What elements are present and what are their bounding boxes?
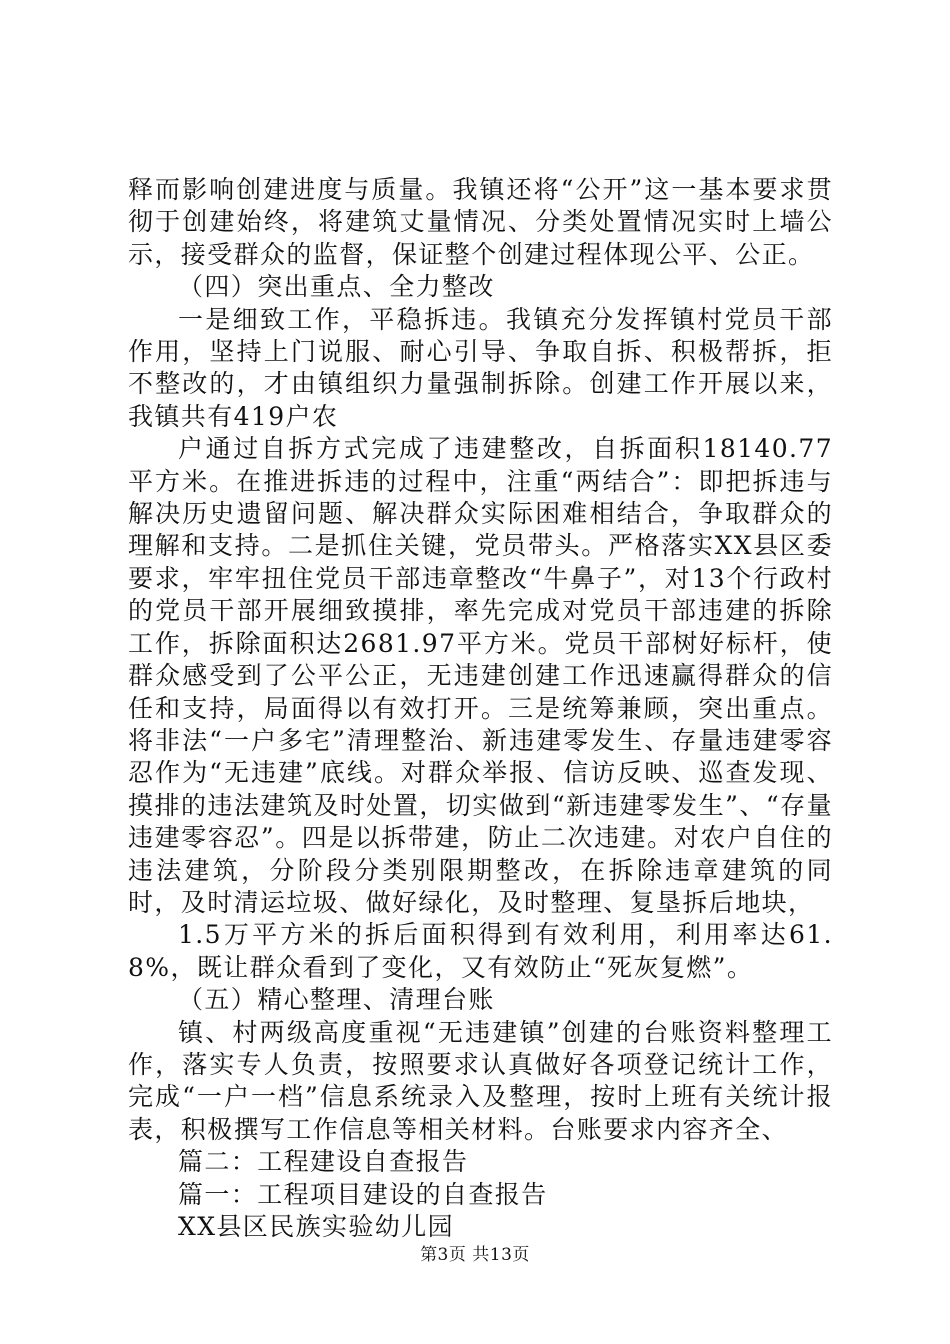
paragraph-publicity: 释而影响创建进度与质量。我镇还将“公开”这一基本要求贯彻于创建始终，将建筑丈量情况、分类处置情况实时上墙公示，接受群众的监督，保证整个创建过程体现公平、公正。: [128, 175, 833, 269]
article-title-2: 篇二：工程建设自查报告: [178, 1147, 469, 1177]
page-number-footer: 第3页 共13页: [420, 1245, 530, 1265]
paragraph-utilization: 1.5万平方米的拆后面积得到有效利用，利用率达61.8%，既让群众看到了变化，又有效防止“死灰复燃”。: [128, 920, 833, 982]
section-heading-5: （五）精心整理、清理台账: [178, 985, 495, 1015]
organization-name: XX县区民族实验幼儿园: [178, 1212, 454, 1241]
section-heading-4: （四）突出重点、全力整改: [178, 272, 495, 302]
document-body: [128, 174, 833, 1243]
paragraph-demolition-details: 户通过自拆方式完成了违建整改，自拆面积18140.77平方米。在推进拆违的过程中，注重“两结合”：即把拆违与解决历史遗留问题、解决群众实际困难相结合，争取群众的理解和支持。二是抓住关键，党员带头。严格落实XX县区委要求，牢牢扭住党员干部违章整改“牛鼻子”，对13个行政村的党员干部开展细致摸排，率先完成对党员干部违建的拆除工作，拆除面积达2681.97平方米。党员干部树好标杆，使群众感受到了公平公正，无违建创建工作迅速赢得群众的信任和支持，局面得以有效打开。三是统筹兼顾，突出重点。将非法“一户多宅”清理整治、新违建零发生、存量违建零容忍作为“无违建”底线。对群众举报、信访反映、巡查发现、摸排的违法建筑及时处置，切实做到“新违建零发生”、“存量违建零容忍”。四是以拆带建，防止二次违建。对农户自住的违法建筑，分阶段分类别限期整改，在拆除违章建筑的同时，及时清运垃圾、做好绿化，及时整理、复垦拆后地块，: [128, 434, 833, 917]
article-title-1: 篇一：工程项目建设的自查报告: [178, 1179, 548, 1209]
paragraph-demolition: 一是细致工作，平稳拆违。我镇充分发挥镇村党员干部作用，坚持上门说服、耐心引导、争取自拆、积极帮拆，拒不整改的，才由镇组织力量强制拆除。创建工作开展以来，我镇共有419户农: [128, 304, 833, 431]
paragraph-ledger: 镇、村两级高度重视“无违建镇”创建的台账资料整理工作，落实专人负责，按照要求认真做好各项登记统计工作，完成“一户一档”信息系统录入及整理，按时上班有关统计报表，积极撰写工作信息等相关材料。台账要求内容齐全、: [128, 1017, 833, 1144]
